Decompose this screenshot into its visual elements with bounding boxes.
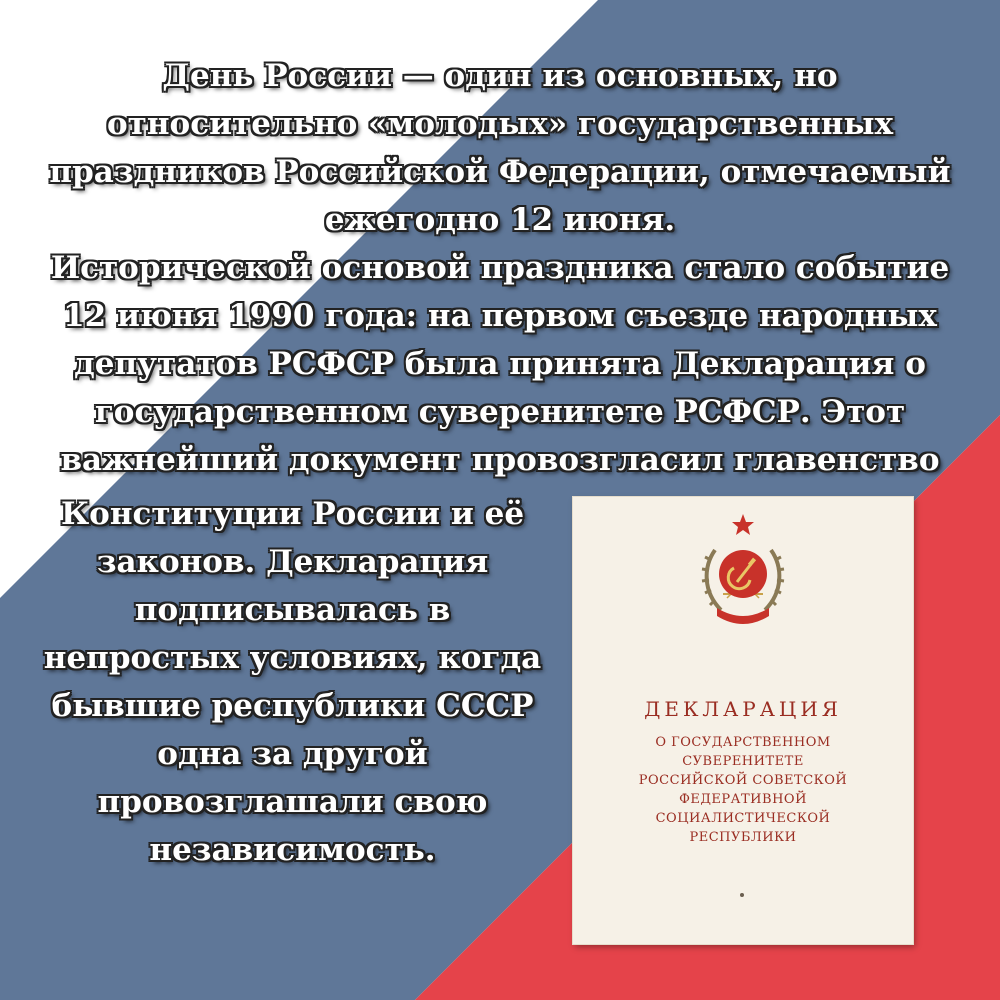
intro-line: праздников Российской Федерации, отмечаемый <box>49 154 951 190</box>
continued-line: бывшие республики СССР <box>51 688 534 724</box>
declaration-document-image <box>573 497 913 944</box>
document-dot <box>740 893 744 897</box>
document-subtitle <box>573 733 913 847</box>
document-title: ДЕКЛАРАЦИЯ <box>644 697 842 721</box>
intro-paragraph <box>30 52 970 484</box>
continued-line: Конституции России и её <box>60 496 525 532</box>
intro-line: Исторической основой праздника стало событие <box>50 250 950 286</box>
continued-line: подписывалась в <box>134 592 451 628</box>
intro-line: относительно «молодых» государственных <box>106 106 894 142</box>
rsfsr-coat-of-arms-icon <box>693 512 793 632</box>
document-subtitle-line: СОЦИАЛИСТИЧЕСКОЙ <box>655 811 831 826</box>
continued-line: законов. Декларация <box>96 544 489 580</box>
document-subtitle-line: РЕСПУБЛИКИ <box>689 830 797 845</box>
continued-line: независимость. <box>149 832 436 868</box>
intro-line: 12 июня 1990 года: на первом съезде народных <box>63 298 937 334</box>
intro-line: День России — один из основных, но <box>162 58 838 94</box>
document-subtitle-line: РОССИЙСКОЙ СОВЕТСКОЙ <box>638 773 848 788</box>
continued-paragraph <box>40 490 545 874</box>
intro-line: государственном суверенитете РСФСР. Этот <box>94 394 906 430</box>
continued-line: одна за другой <box>157 736 428 772</box>
document-subtitle-line: О ГОСУДАРСТВЕННОМ <box>655 735 831 750</box>
intro-line: важнейший документ провозгласил главенство <box>60 442 940 478</box>
continued-line: провозглашали свою <box>97 784 488 820</box>
continued-line: непростых условиях, когда <box>43 640 542 676</box>
document-subtitle-line: СУВЕРЕНИТЕТЕ <box>682 754 804 769</box>
intro-line: ежегодно 12 июня. <box>324 202 676 238</box>
intro-line: депутатов РСФСР была принята Декларация о <box>74 346 926 382</box>
document-subtitle-line: ФЕДЕРАТИВНОЙ <box>679 792 807 807</box>
